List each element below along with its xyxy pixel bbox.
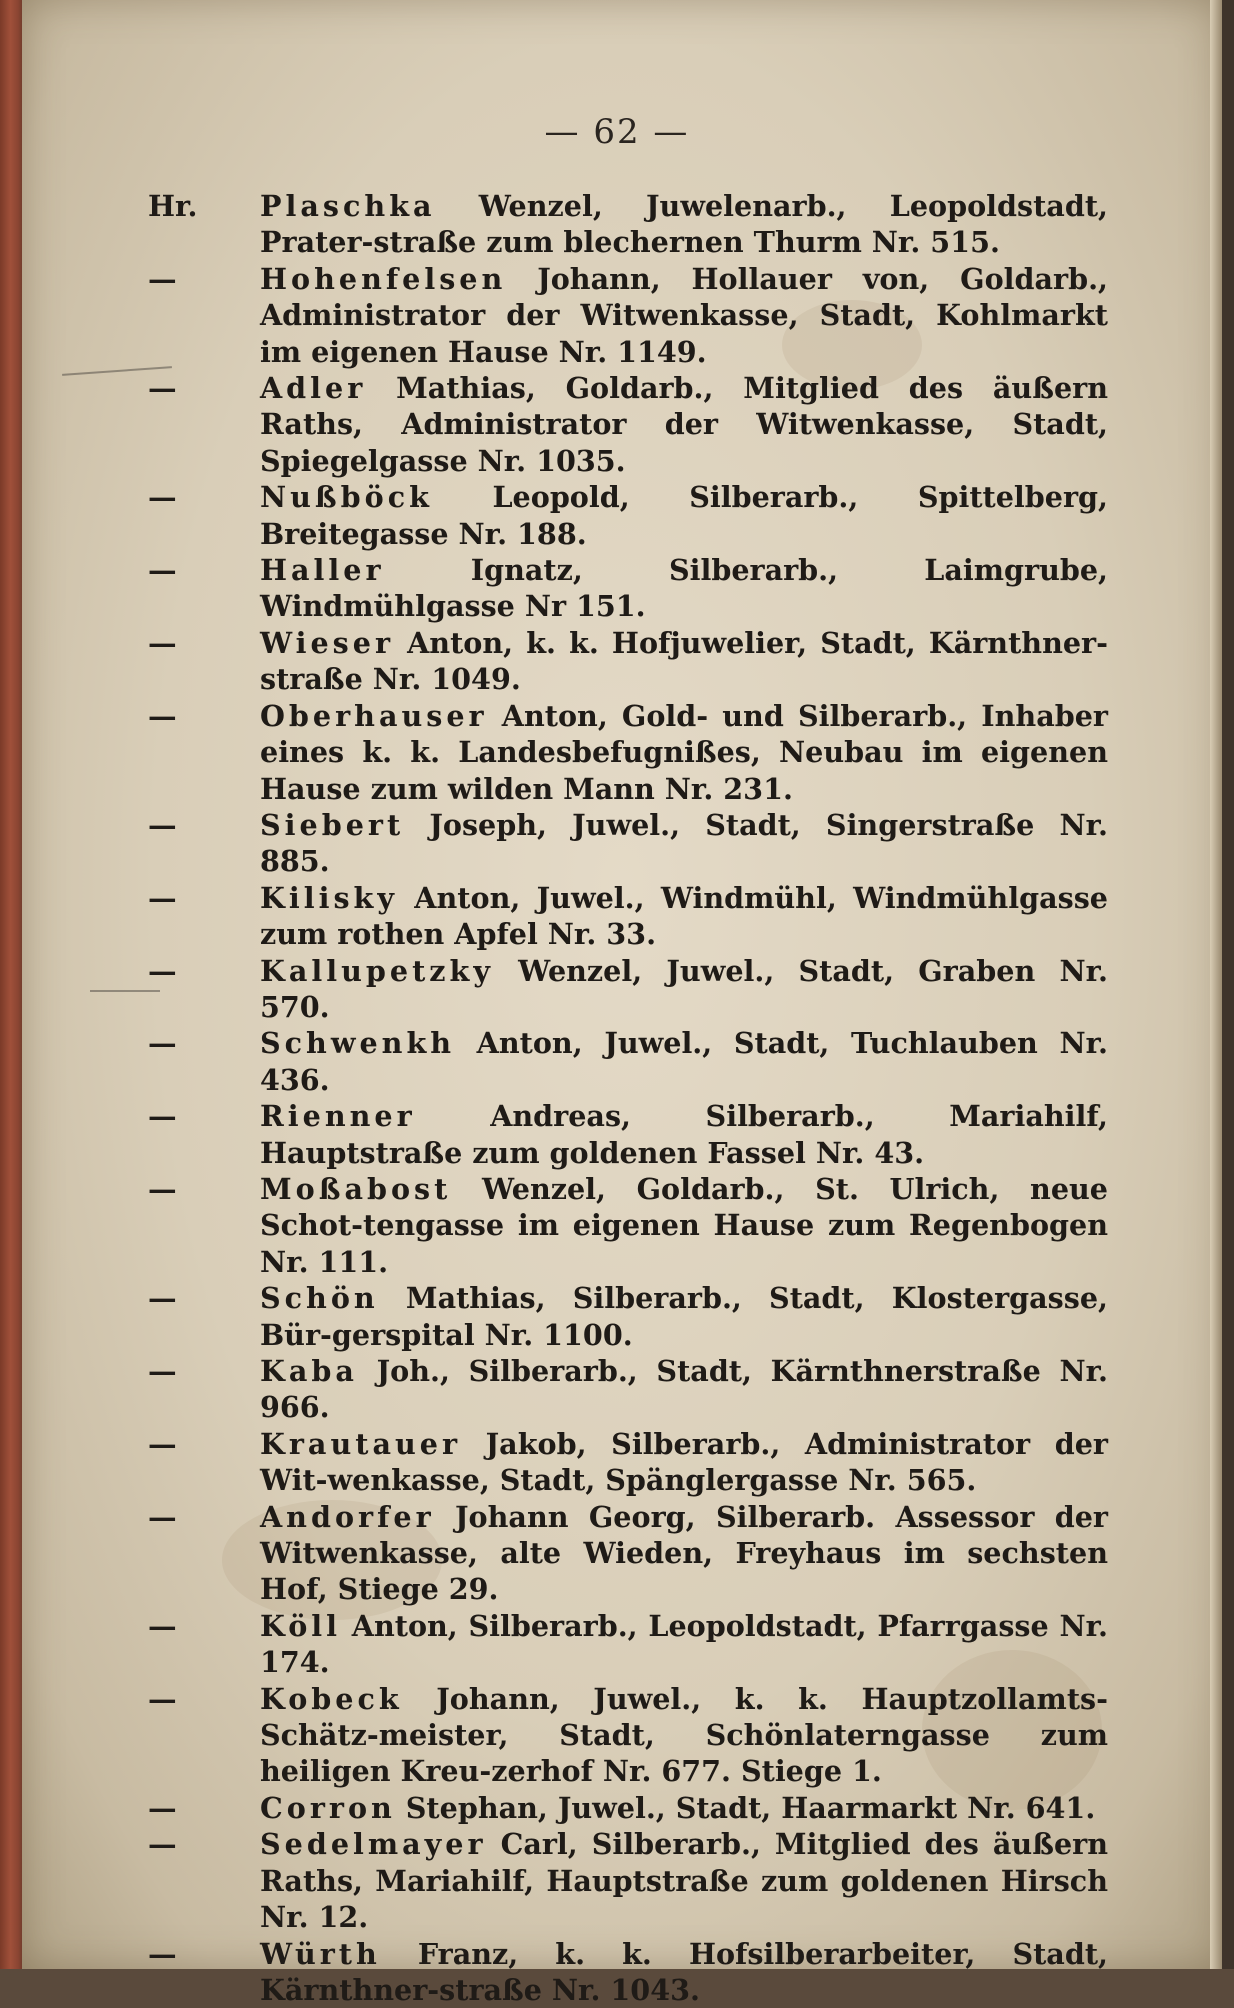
page-number: — 62 — bbox=[0, 112, 1234, 152]
entry-surname: Krautauer bbox=[260, 1427, 461, 1461]
directory-entry bbox=[148, 1936, 1108, 2008]
entry-details: Anton, k. k. Hofjuwelier, Stadt, Kärnthner-straße Nr. 1049. bbox=[260, 626, 1108, 696]
directory-entry bbox=[148, 370, 1108, 479]
directory-entry bbox=[148, 1025, 1108, 1098]
entry-prefix: — bbox=[148, 953, 248, 989]
entry-prefix: — bbox=[148, 1280, 248, 1316]
entry-details: Anton, Juwel., Stadt, Tuchlauben Nr. 436. bbox=[260, 1026, 1108, 1096]
entry-prefix: — bbox=[148, 625, 248, 661]
entry-prefix: — bbox=[148, 1681, 248, 1717]
directory-entry bbox=[148, 261, 1108, 370]
page-edge bbox=[1210, 0, 1222, 1969]
entry-details: Johann Georg, Silberarb. Assessor der Witwenkasse, alte Wieden, Freyhaus im sechsten Hof, Stiege 29. bbox=[260, 1500, 1108, 1607]
entry-details: Stephan, Juwel., Stadt, Haarmarkt Nr. 641. bbox=[396, 1791, 1095, 1825]
entry-prefix: — bbox=[148, 698, 248, 734]
entry-surname: Kallupetzky bbox=[260, 954, 494, 988]
entry-prefix: — bbox=[148, 880, 248, 916]
entry-surname: Adler bbox=[260, 371, 366, 405]
directory-entry bbox=[148, 1171, 1108, 1280]
entry-details: Carl, Silberarb., Mitglied des äußern Raths, Mariahilf, Hauptstraße zum goldenen Hirsch Nr. 12. bbox=[260, 1827, 1108, 1934]
entry-surname: Wieser bbox=[260, 626, 394, 660]
entry-prefix: — bbox=[148, 370, 248, 406]
entry-surname: Köll bbox=[260, 1609, 341, 1643]
entry-details: Wenzel, Juwel., Stadt, Graben Nr. 570. bbox=[260, 954, 1108, 1024]
entry-details: Andreas, Silberarb., Mariahilf, Hauptstraße zum goldenen Fassel Nr. 43. bbox=[260, 1099, 1108, 1169]
entry-details: Johann, Juwel., k. k. Hauptzollamts-Schätz-meister, Stadt, Schönlaterngasse zum heiligen Kreu-zerhof Nr. 677. Stiege 1. bbox=[260, 1682, 1108, 1789]
entry-prefix: — bbox=[148, 1098, 248, 1134]
entry-surname: Schön bbox=[260, 1281, 379, 1315]
directory-entry bbox=[148, 953, 1108, 1026]
entry-prefix: — bbox=[148, 1499, 248, 1535]
entry-details: Ignatz, Silberarb., Laimgrube, Windmühlgasse Nr 151. bbox=[260, 553, 1108, 623]
entry-details: Anton, Gold- und Silberarb., Inhaber eines k. k. Landesbefugnißes, Neubau im eigenen Hause zum wilden Mann Nr. 231. bbox=[260, 699, 1108, 806]
entry-surname: Haller bbox=[260, 553, 385, 587]
entry-prefix: — bbox=[148, 261, 248, 297]
entry-details: Wenzel, Juwelenarb., Leopoldstadt, Prater-straße zum blechernen Thurm Nr. 515. bbox=[260, 189, 1108, 259]
entry-prefix: — bbox=[148, 1826, 248, 1862]
directory-entry bbox=[148, 698, 1108, 807]
entry-surname: Hohenfelsen bbox=[260, 262, 506, 296]
directory-entry bbox=[148, 1826, 1108, 1935]
entry-prefix: — bbox=[148, 1936, 248, 1972]
entry-surname: Sedelmayer bbox=[260, 1827, 487, 1861]
entry-prefix: — bbox=[148, 552, 248, 588]
entry-surname: Corron bbox=[260, 1791, 396, 1825]
entry-details: Leopold, Silberarb., Spittelberg, Breitegasse Nr. 188. bbox=[260, 480, 1108, 550]
entry-details: Joseph, Juwel., Stadt, Singerstraße Nr. 885. bbox=[260, 808, 1108, 878]
entry-surname: Kaba bbox=[260, 1354, 358, 1388]
entry-prefix: — bbox=[148, 479, 248, 515]
entry-details: Anton, Silberarb., Leopoldstadt, Pfarrgasse Nr. 174. bbox=[260, 1609, 1108, 1679]
entry-surname: Rienner bbox=[260, 1099, 416, 1133]
directory-entries bbox=[148, 188, 1108, 2008]
directory-entry bbox=[148, 479, 1108, 552]
entry-details: Anton, Juwel., Windmühl, Windmühlgasse zum rothen Apfel Nr. 33. bbox=[260, 881, 1108, 951]
directory-entry bbox=[148, 1353, 1108, 1426]
directory-entry bbox=[148, 1681, 1108, 1790]
directory-entry bbox=[148, 1790, 1108, 1826]
entry-surname: Siebert bbox=[260, 808, 404, 842]
directory-entry bbox=[148, 807, 1108, 880]
directory-entry bbox=[148, 552, 1108, 625]
entry-prefix: Hr. bbox=[148, 188, 248, 224]
directory-entry bbox=[148, 1499, 1108, 1608]
directory-entry bbox=[148, 1280, 1108, 1353]
entry-prefix: — bbox=[148, 1171, 248, 1207]
entry-details: Wenzel, Goldarb., St. Ulrich, neue Schot-tengasse im eigenen Hause zum Regenbogen Nr. 111. bbox=[260, 1172, 1108, 1279]
directory-entry bbox=[148, 1426, 1108, 1499]
directory-entry bbox=[148, 1098, 1108, 1171]
directory-entry bbox=[148, 880, 1108, 953]
entry-surname: Nußböck bbox=[260, 480, 433, 514]
entry-surname: Plaschka bbox=[260, 189, 436, 223]
entry-surname: Oberhauser bbox=[260, 699, 488, 733]
entry-surname: Andorfer bbox=[260, 1500, 435, 1534]
entry-prefix: — bbox=[148, 1025, 248, 1061]
entry-surname: Moßabost bbox=[260, 1172, 451, 1206]
entry-surname: Kobeck bbox=[260, 1682, 403, 1716]
directory-entry bbox=[148, 625, 1108, 698]
entry-surname: Schwenkh bbox=[260, 1026, 455, 1060]
entry-prefix: — bbox=[148, 1426, 248, 1462]
entry-prefix: — bbox=[148, 1353, 248, 1389]
entry-details: Joh., Silberarb., Stadt, Kärnthnerstraße Nr. 966. bbox=[260, 1354, 1108, 1424]
entry-details: Jakob, Silberarb., Administrator der Wit-wenkasse, Stadt, Spänglergasse Nr. 565. bbox=[260, 1427, 1108, 1497]
directory-entry bbox=[148, 1608, 1108, 1681]
entry-details: Mathias, Silberarb., Stadt, Klostergasse, Bür-gerspital Nr. 1100. bbox=[260, 1281, 1108, 1351]
entry-details: Franz, k. k. Hofsilberarbeiter, Stadt, Kärnthner-straße Nr. 1043. bbox=[260, 1937, 1108, 2007]
entry-prefix: — bbox=[148, 1790, 248, 1826]
directory-entry bbox=[148, 188, 1108, 261]
entry-surname: Kilisky bbox=[260, 881, 398, 915]
entry-details: Mathias, Goldarb., Mitglied des äußern Raths, Administrator der Witwenkasse, Stadt, Spiegelgasse Nr. 1035. bbox=[260, 371, 1108, 478]
entry-prefix: — bbox=[148, 1608, 248, 1644]
entry-surname: Würth bbox=[260, 1937, 381, 1971]
entry-details: Johann, Hollauer von, Goldarb., Administrator der Witwenkasse, Stadt, Kohlmarkt im eigenen Hause Nr. 1149. bbox=[260, 262, 1108, 369]
entry-prefix: — bbox=[148, 807, 248, 843]
